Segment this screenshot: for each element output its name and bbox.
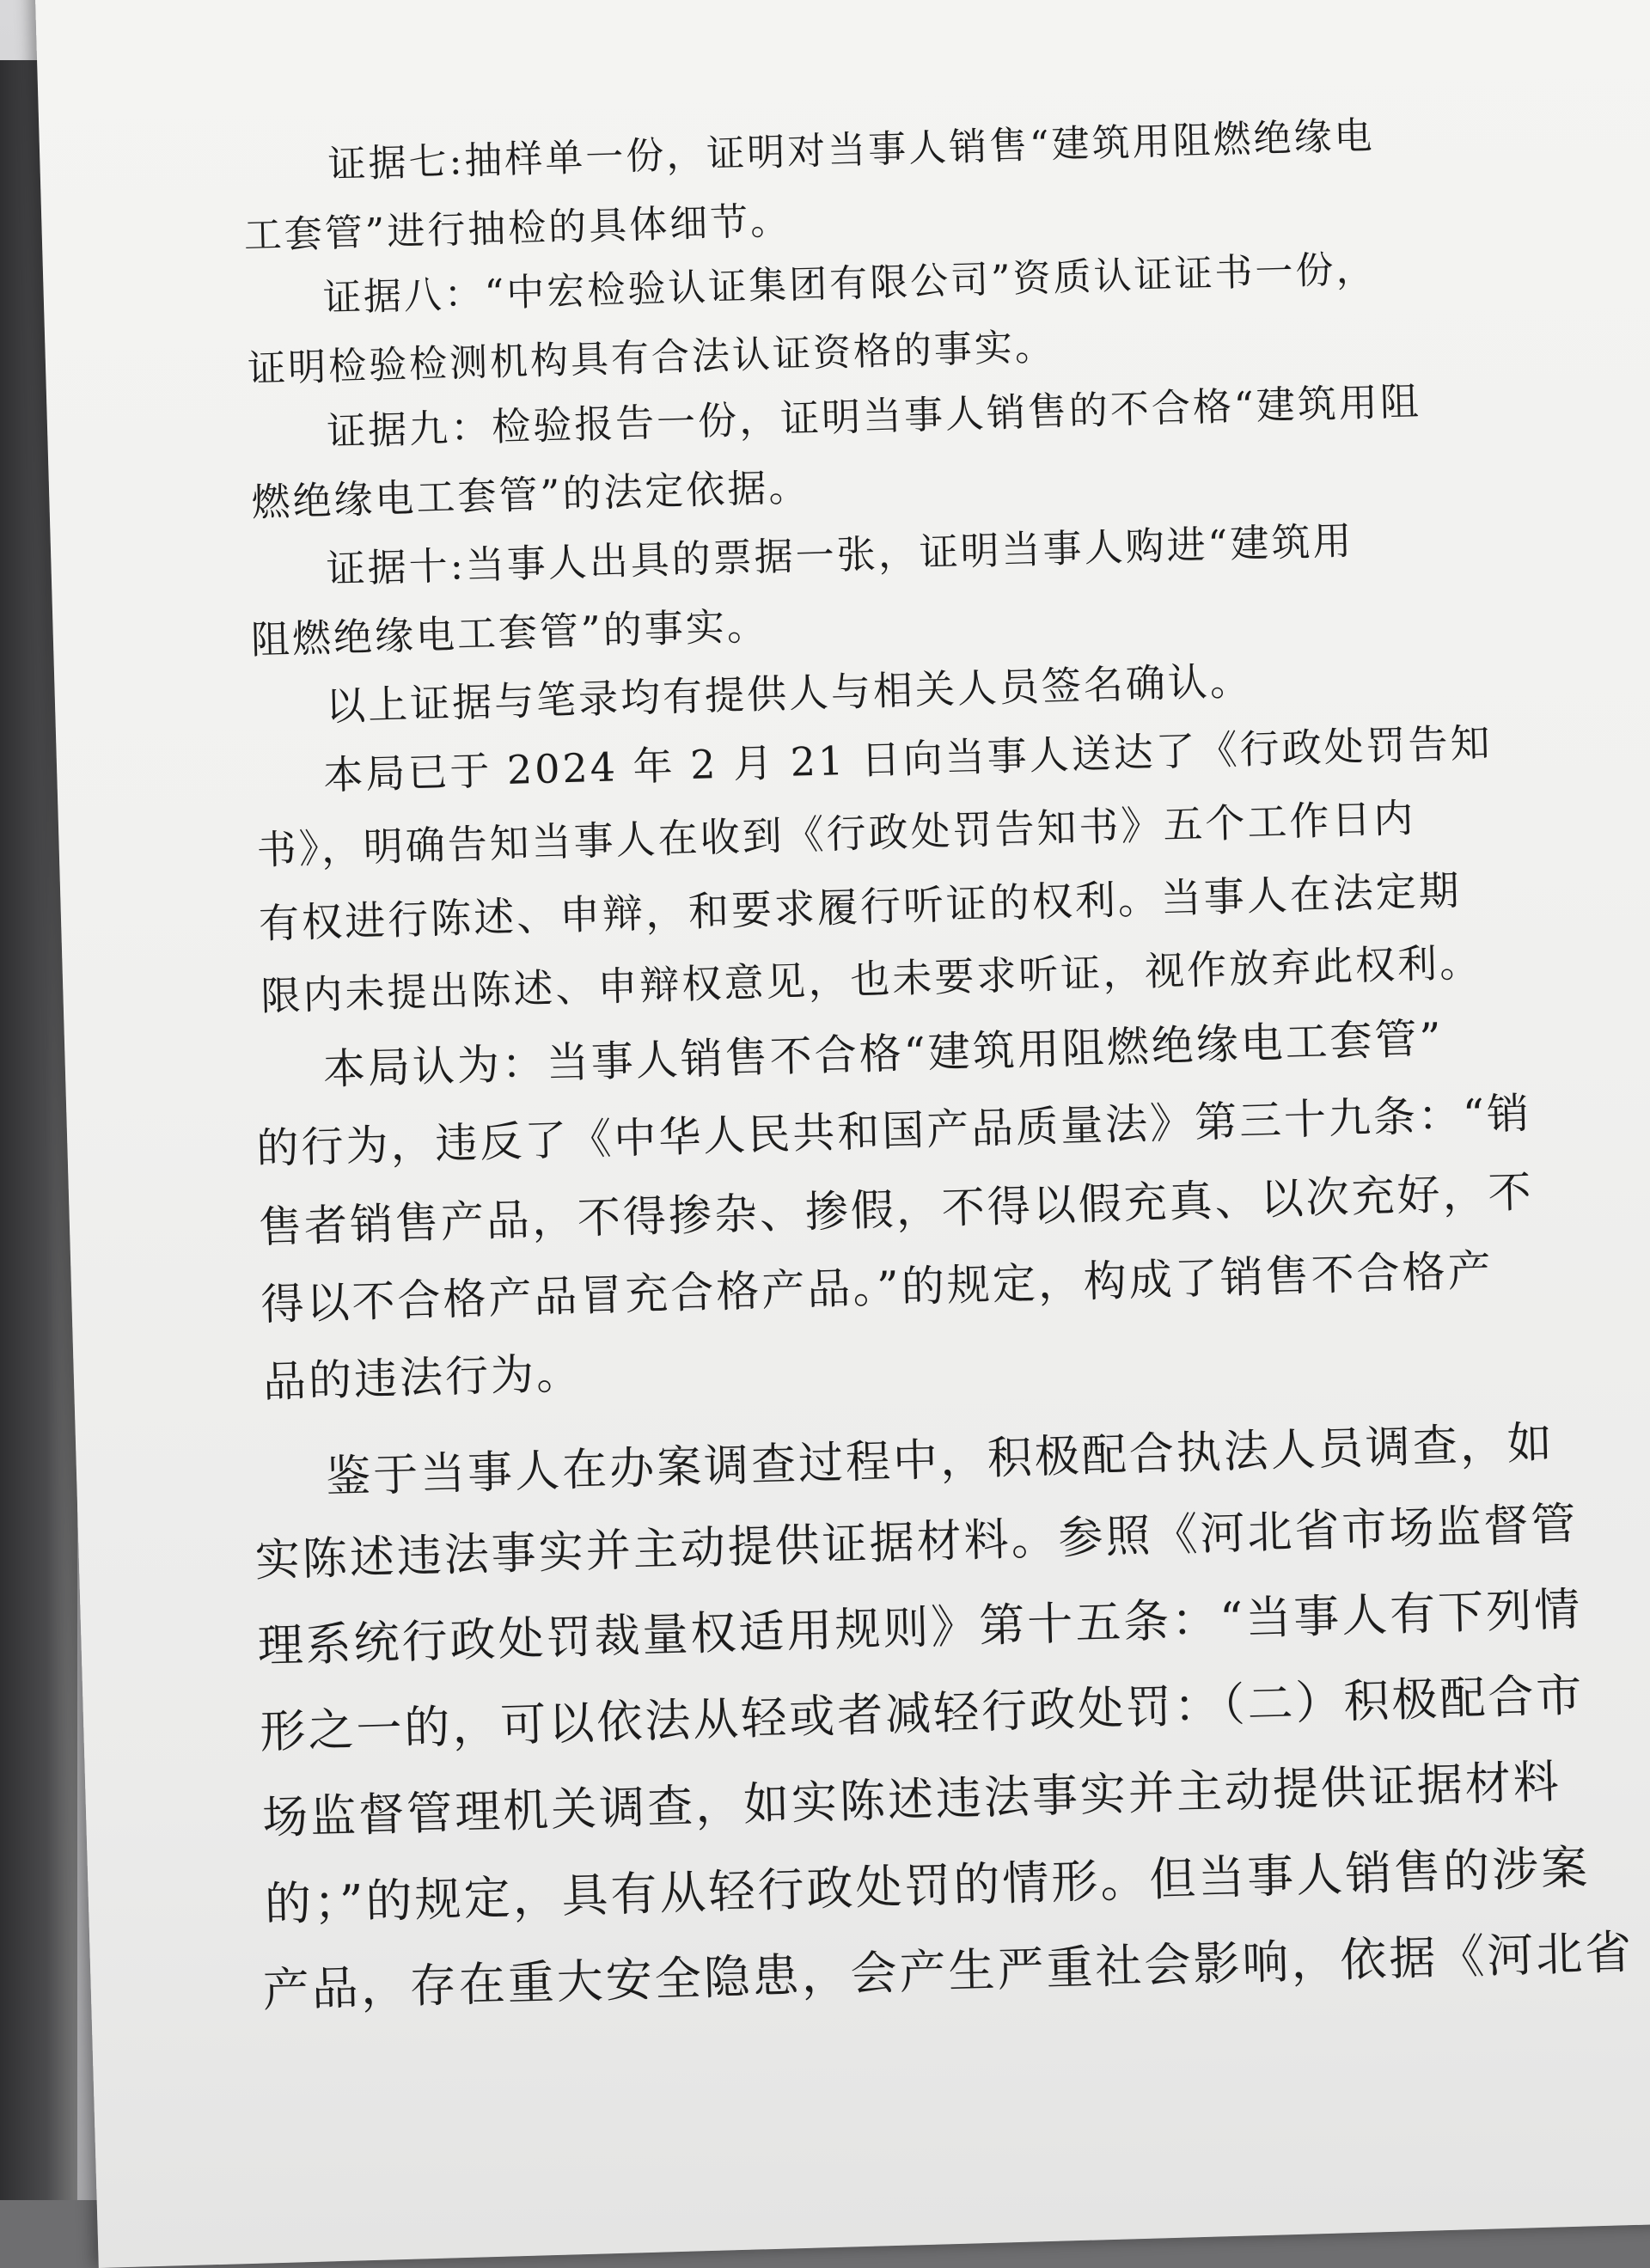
text-line: 品的违法行为。 — [262, 1348, 583, 1408]
text-line: 工套管”进行抽检的具体细节。 — [243, 199, 791, 259]
text-line: 形之一的，可以依法从轻或者减轻行政处罚：（二）积极配合市 — [259, 1669, 1586, 1759]
document-page — [34, 0, 1650, 2268]
text-line: 证据十:当事人出具的票据一张，证明当事人购进“建筑用 — [326, 517, 1355, 592]
text-line: 产品，存在重大安全隐患，会产生严重社会影响，依据《河北省 — [262, 1924, 1635, 2018]
text-line: 有权进行陈述、申辩，和要求履行听证的权利。当事人在法定期 — [258, 867, 1463, 949]
text-line: 场监督管理机关调查，如实陈述违法事实并主动提供证据材料 — [261, 1756, 1562, 1845]
text-line: 阻燃绝缘电工套管”的事实。 — [250, 602, 769, 663]
text-line: 证据九：检验报告一份，证明当事人销售的不合格“建筑用阻 — [326, 378, 1422, 455]
text-line: 的；”的规定，具有从轻行政处罚的情形。但当事人销售的涉案 — [264, 1840, 1591, 1932]
text-line: 证据七:抽样单一份，证明对当事人销售“建筑用阻燃绝缘电 — [327, 113, 1376, 187]
text-line: 以上证据与笔录均有提供人与相关人员签名确认。 — [325, 657, 1253, 730]
text-line: 的行为，违反了《中华人民共和国产品质量法》第三十九条：“销 — [255, 1088, 1532, 1174]
text-line: 限内未提出陈述、申辩权意见，也未要求听证，视作放弃此权利。 — [260, 938, 1482, 1020]
text-line: 证据八：“中宏检验认证集团有限公司”资质认证证书一份， — [322, 247, 1378, 321]
text-line: 得以不合格产品冒充合格产品。”的规定，构成了销售不合格产 — [260, 1245, 1494, 1330]
text-line: 售者销售产品，不得掺杂、掺假，不得以假充真、以次充好，不 — [258, 1166, 1535, 1253]
text-line: 本局认为：当事人销售不合格“建筑用阻燃绝缘电工套管” — [322, 1013, 1445, 1095]
text-line: 本局已于 2024 年 2 月 21 日向当事人送达了《行政处罚告知 — [322, 718, 1494, 798]
text-line: 鉴于当事人在办案调查过程中，积极配合执法人员调查，如 — [325, 1417, 1555, 1504]
text-line: 证明检验检测机构具有合法认证资格的事实。 — [247, 325, 1056, 392]
text-line: 实陈述违法事实并主动提供证据材料。参照《河北省市场监督管 — [254, 1498, 1580, 1587]
text-line: 理系统行政处罚裁量权适用规则》第十五条：“当事人有下列情 — [256, 1583, 1584, 1673]
text-line: 燃绝缘电工套管”的法定依据。 — [250, 464, 811, 526]
text-line: 书》，明确告知当事人在收到《行政处罚告知书》五个工作日内 — [256, 794, 1417, 874]
